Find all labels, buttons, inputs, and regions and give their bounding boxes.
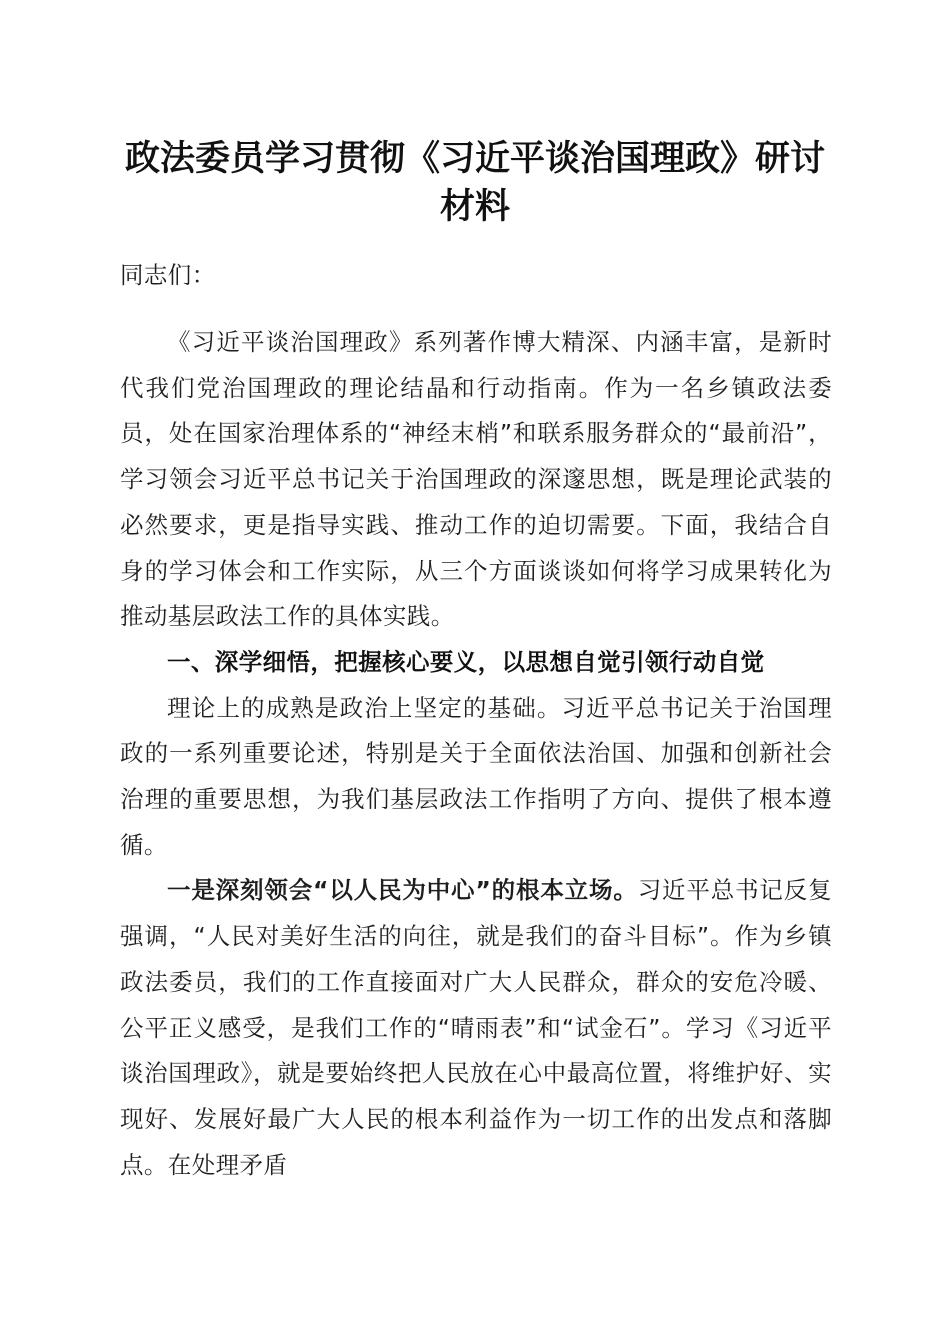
document-title-line1: 政法委员学习贯彻《习近平谈治国理政》研讨 [124, 138, 825, 179]
section1-paragraph: 理论上的成熟是政治上坚定的基础。习近平总书记关于治国理政的一系列重要论述，特别是关于全面依法治国、加强和创新社会治理的重要思想，为我们基层政法工作指明了方向、提供了根本遵循。 [120, 693, 832, 859]
document-body [120, 320, 832, 1188]
intro-paragraph: 《习近平谈治国理政》系列著作博大精深、内涵丰富，是新时代我们党治国理政的理论结晶和行动指南。作为一名乡镇政法委员，处在国家治理体系的“神经末梢”和联系服务群众的“最前沿”，学习领会习近平总书记关于治国理政的深邃思想，既是理论武装的必然要求，更是指导实践、推动工作的迫切需要。下面，我结合自身的学习体会和工作实际，从三个方面谈谈如何将学习成果转化为推动基层政法工作的具体实践。 [120, 328, 832, 631]
salutation: 同志们： [120, 261, 216, 289]
point1-paragraph [120, 868, 832, 1188]
section-heading-1: 一、深学细悟，把握核心要义，以思想自觉引领行动自觉 [167, 647, 765, 676]
point1-body: 习近平总书记反复强调，“人民对美好生活的向往，就是我们的奋斗目标”。作为乡镇政法委员，我们的工作直接面对广大人民群众，群众的安危冷暖、公平正义感受，是我们工作的“晴雨表”和“试金石”。学习《习近平谈治国理政》，就是要始终把人民放在心中最高位置，将维护好、实现好、发展好最广大人民的根本利益作为一切工作的出发点和落脚点。在处理矛盾 [120, 876, 833, 1179]
document-title-line2: 材料 [439, 186, 510, 227]
point1-lead: 一是深刻领会“以人民为中心”的根本立场。 [167, 876, 638, 905]
